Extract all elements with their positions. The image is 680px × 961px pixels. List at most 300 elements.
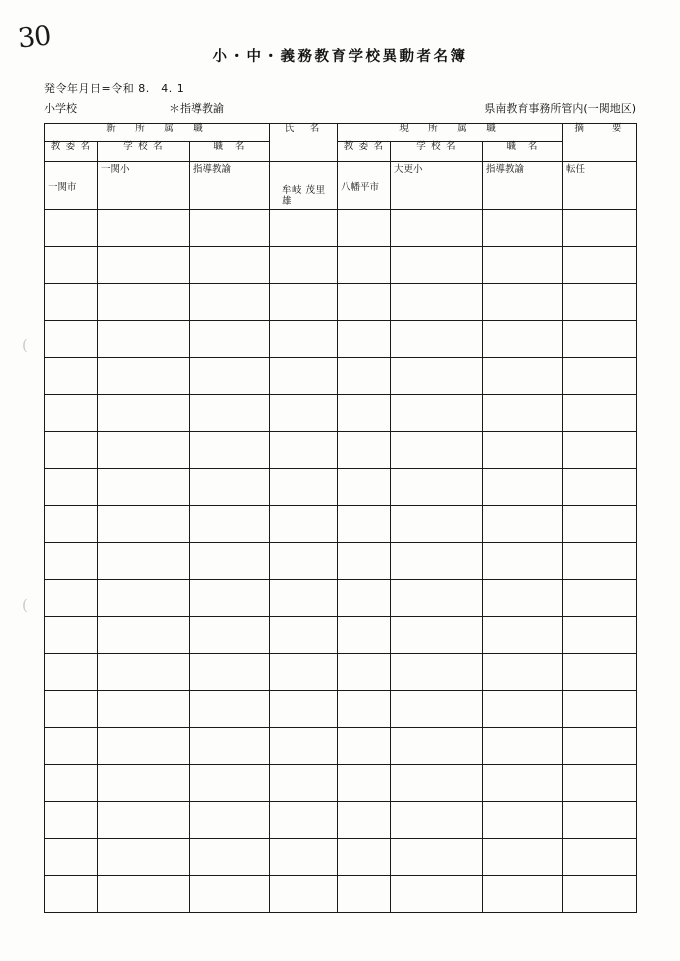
cell-remark: [563, 802, 637, 839]
header-remarks: 摘 要: [563, 124, 637, 162]
value-new-board: [45, 432, 97, 435]
value-current-board: [338, 580, 390, 583]
school-type-label: 小学校: [44, 102, 77, 115]
value-new-board: [45, 284, 97, 287]
cell-current-post: [483, 876, 563, 913]
cell-current-school: [391, 284, 483, 321]
header-new-assignment: 新 所 属 職: [45, 124, 270, 142]
value-current-board: [338, 247, 390, 250]
value-current-school: [391, 728, 482, 731]
value-name: [270, 839, 337, 842]
header-current-board-name: 教 委 名: [338, 142, 391, 162]
value-new-school: [98, 358, 189, 361]
cell-name: [270, 358, 338, 395]
value-new-school: [98, 506, 189, 509]
table-body: [45, 162, 637, 913]
margin-mark-icon: (: [22, 336, 28, 354]
table-row: [45, 321, 637, 358]
cell-current-post: [483, 802, 563, 839]
value-remark: [563, 765, 636, 768]
value-remark: [563, 691, 636, 694]
value-current-board: [338, 469, 390, 472]
table-row: [45, 876, 637, 913]
value-current-board: [338, 506, 390, 509]
value-new-board: 一関市: [48, 182, 77, 193]
value-new-post: [190, 617, 269, 620]
cell-current-board: [338, 839, 391, 876]
value-current-board: [338, 691, 390, 694]
value-name: [270, 728, 337, 731]
value-remark: [563, 728, 636, 731]
value-remark: [563, 247, 636, 250]
cell-current-post: [483, 210, 563, 247]
cell-new-board: [45, 765, 98, 802]
value-current-school: [391, 580, 482, 583]
cell-current-board: [338, 395, 391, 432]
cell-new-school: [98, 543, 190, 580]
value-current-board: [338, 210, 390, 213]
cell-current-board: [338, 691, 391, 728]
value-new-post: [190, 506, 269, 509]
value-new-post: [190, 432, 269, 435]
value-current-board: 八幡平市: [341, 182, 380, 193]
value-current-post: [483, 617, 562, 620]
value-new-school: [98, 728, 189, 731]
cell-current-school: [391, 876, 483, 913]
cell-current-school: [391, 358, 483, 395]
value-current-post: [483, 321, 562, 324]
cell-name: [270, 506, 338, 543]
cell-current-school: [391, 728, 483, 765]
value-current-board: [338, 876, 390, 879]
cell-new-board: [45, 691, 98, 728]
value-current-school: [391, 691, 482, 694]
table-row: [45, 506, 637, 543]
table-row: [45, 395, 637, 432]
value-new-board: [45, 469, 97, 472]
value-name: [270, 543, 337, 546]
cell-new-school: [98, 617, 190, 654]
value-current-school: 大更小: [394, 164, 423, 175]
cell-current-board: [338, 162, 391, 210]
value-current-board: [338, 728, 390, 731]
value-new-post: [190, 358, 269, 361]
cell-name: [270, 728, 338, 765]
value-new-school: 一関小: [101, 164, 130, 175]
cell-remark: [563, 395, 637, 432]
value-current-post: [483, 802, 562, 805]
cell-current-school: [391, 839, 483, 876]
value-new-board: [45, 728, 97, 731]
cell-current-post: [483, 284, 563, 321]
value-new-board: [45, 321, 97, 324]
cell-new-board: [45, 728, 98, 765]
cell-new-post: [190, 728, 270, 765]
value-current-board: [338, 839, 390, 842]
cell-new-school: [98, 839, 190, 876]
cell-current-post: [483, 654, 563, 691]
value-current-school: [391, 617, 482, 620]
value-new-board: [45, 210, 97, 213]
cell-remark: [563, 728, 637, 765]
value-new-post: [190, 691, 269, 694]
value-new-post: [190, 765, 269, 768]
cell-current-school: [391, 321, 483, 358]
value-name: [270, 432, 337, 435]
value-current-board: [338, 617, 390, 620]
value-new-school: [98, 654, 189, 657]
value-name: [270, 617, 337, 620]
cell-current-post: [483, 691, 563, 728]
cell-remark: [563, 876, 637, 913]
cell-remark: [563, 358, 637, 395]
cell-new-board: [45, 321, 98, 358]
cell-new-school: [98, 284, 190, 321]
cell-current-school: [391, 162, 483, 210]
value-name: [270, 765, 337, 768]
table-sub-header-row: [45, 142, 637, 162]
value-name: [270, 876, 337, 879]
cell-new-post: [190, 506, 270, 543]
meta-issue-date-row: [44, 80, 636, 96]
cell-remark: [563, 284, 637, 321]
table-row: [45, 580, 637, 617]
value-current-board: [338, 321, 390, 324]
table-row: [45, 162, 637, 210]
cell-current-board: [338, 358, 391, 395]
cell-new-board: [45, 284, 98, 321]
value-remark: [563, 839, 636, 842]
cell-new-school: [98, 469, 190, 506]
cell-new-school: [98, 876, 190, 913]
cell-current-post: [483, 580, 563, 617]
value-current-post: [483, 358, 562, 361]
cell-new-post: [190, 162, 270, 210]
value-current-post: 指導教諭: [486, 164, 525, 175]
value-new-board: [45, 654, 97, 657]
value-current-board: [338, 765, 390, 768]
issue-date-label: 発令年月日=令和 8. 4. 1: [44, 82, 185, 95]
cell-current-school: [391, 469, 483, 506]
cell-current-board: [338, 802, 391, 839]
value-remark: [563, 395, 636, 398]
cell-new-board: [45, 247, 98, 284]
cell-current-school: [391, 765, 483, 802]
table-row: [45, 543, 637, 580]
cell-current-school: [391, 654, 483, 691]
note-label: ＊指導教諭: [169, 102, 224, 115]
cell-new-board: [45, 543, 98, 580]
table-row: [45, 802, 637, 839]
value-name: [270, 691, 337, 694]
value-current-school: [391, 876, 482, 879]
cell-new-post: [190, 358, 270, 395]
cell-remark: [563, 617, 637, 654]
value-current-school: [391, 247, 482, 250]
value-new-board: [45, 617, 97, 620]
value-current-post: [483, 839, 562, 842]
value-current-board: [338, 802, 390, 805]
value-current-school: [391, 839, 482, 842]
value-new-post: 指導教諭: [193, 164, 232, 175]
value-remark: [563, 617, 636, 620]
cell-new-post: [190, 876, 270, 913]
value-name: 牟岐 茂里雄: [282, 185, 326, 207]
value-name: [270, 580, 337, 583]
value-remark: [563, 802, 636, 805]
cell-current-board: [338, 469, 391, 506]
cell-current-post: [483, 432, 563, 469]
cell-remark: [563, 580, 637, 617]
cell-name: [270, 210, 338, 247]
document-meta: [44, 80, 636, 116]
value-current-school: [391, 654, 482, 657]
table-row: [45, 617, 637, 654]
table-row: [45, 765, 637, 802]
cell-remark: [563, 432, 637, 469]
value-remark: [563, 654, 636, 657]
cell-new-post: [190, 395, 270, 432]
cell-new-post: [190, 469, 270, 506]
cell-current-school: [391, 395, 483, 432]
value-current-board: [338, 543, 390, 546]
handwritten-page-number: 30: [16, 20, 52, 55]
value-new-school: [98, 469, 189, 472]
value-current-board: [338, 358, 390, 361]
cell-remark: [563, 162, 637, 210]
value-current-post: [483, 765, 562, 768]
cell-new-post: [190, 580, 270, 617]
cell-name: [270, 839, 338, 876]
cell-new-post: [190, 765, 270, 802]
cell-current-board: [338, 247, 391, 284]
value-new-post: [190, 321, 269, 324]
cell-current-board: [338, 876, 391, 913]
value-new-post: [190, 728, 269, 731]
value-current-post: [483, 395, 562, 398]
value-remark: [563, 469, 636, 472]
cell-new-board: [45, 210, 98, 247]
value-name: [270, 321, 337, 324]
cell-name: [270, 162, 338, 210]
cell-new-school: [98, 321, 190, 358]
header-new-school-name: 学 校 名: [98, 142, 190, 162]
cell-name: [270, 321, 338, 358]
value-name: [270, 506, 337, 509]
table-row: [45, 284, 637, 321]
value-new-board: [45, 358, 97, 361]
cell-new-post: [190, 543, 270, 580]
value-name: [270, 358, 337, 361]
cell-new-post: [190, 654, 270, 691]
cell-current-school: [391, 543, 483, 580]
cell-current-post: [483, 162, 563, 210]
cell-new-school: [98, 162, 190, 210]
value-new-school: [98, 765, 189, 768]
cell-name: [270, 432, 338, 469]
value-new-post: [190, 284, 269, 287]
value-new-post: [190, 247, 269, 250]
cell-current-post: [483, 839, 563, 876]
cell-remark: [563, 210, 637, 247]
cell-current-post: [483, 247, 563, 284]
cell-current-post: [483, 765, 563, 802]
cell-new-post: [190, 210, 270, 247]
value-new-board: [45, 802, 97, 805]
cell-current-school: [391, 580, 483, 617]
value-current-board: [338, 284, 390, 287]
value-current-post: [483, 469, 562, 472]
cell-new-board: [45, 876, 98, 913]
value-new-school: [98, 876, 189, 879]
cell-current-board: [338, 321, 391, 358]
cell-new-post: [190, 321, 270, 358]
value-current-school: [391, 469, 482, 472]
cell-new-post: [190, 839, 270, 876]
cell-new-post: [190, 617, 270, 654]
cell-new-board: [45, 839, 98, 876]
value-name: [270, 802, 337, 805]
value-current-post: [483, 876, 562, 879]
cell-current-school: [391, 506, 483, 543]
cell-new-post: [190, 691, 270, 728]
value-current-board: [338, 432, 390, 435]
cell-current-board: [338, 210, 391, 247]
value-current-board: [338, 654, 390, 657]
value-remark: 転任: [566, 164, 586, 175]
value-new-school: [98, 691, 189, 694]
cell-current-school: [391, 210, 483, 247]
cell-current-board: [338, 617, 391, 654]
table-row: [45, 839, 637, 876]
cell-name: [270, 247, 338, 284]
value-new-post: [190, 580, 269, 583]
value-current-post: [483, 543, 562, 546]
value-current-school: [391, 543, 482, 546]
value-new-post: [190, 654, 269, 657]
table-row: [45, 210, 637, 247]
header-current-post-name: 職 名: [483, 142, 563, 162]
cell-remark: [563, 321, 637, 358]
value-current-post: [483, 580, 562, 583]
cell-current-board: [338, 543, 391, 580]
value-current-school: [391, 802, 482, 805]
cell-current-board: [338, 284, 391, 321]
cell-name: [270, 284, 338, 321]
value-new-post: [190, 469, 269, 472]
value-name: [270, 247, 337, 250]
table-row: [45, 247, 637, 284]
value-new-board: [45, 691, 97, 694]
cell-current-board: [338, 432, 391, 469]
cell-new-post: [190, 432, 270, 469]
cell-name: [270, 876, 338, 913]
cell-remark: [563, 543, 637, 580]
value-new-board: [45, 247, 97, 250]
cell-new-board: [45, 469, 98, 506]
cell-current-school: [391, 802, 483, 839]
value-name: [270, 210, 337, 213]
page-title: 小・中・義務教育学校異動者名簿: [212, 49, 468, 65]
table-row: [45, 358, 637, 395]
value-name: [270, 469, 337, 472]
cell-new-school: [98, 654, 190, 691]
value-current-school: [391, 284, 482, 287]
value-remark: [563, 506, 636, 509]
cell-new-school: [98, 580, 190, 617]
table-row: [45, 469, 637, 506]
cell-current-school: [391, 247, 483, 284]
value-new-school: [98, 839, 189, 842]
cell-current-post: [483, 395, 563, 432]
cell-remark: [563, 765, 637, 802]
cell-new-school: [98, 506, 190, 543]
cell-remark: [563, 469, 637, 506]
table-row: [45, 691, 637, 728]
value-new-board: [45, 876, 97, 879]
value-remark: [563, 210, 636, 213]
header-new-board-name: 教 委 名: [45, 142, 98, 162]
value-new-school: [98, 580, 189, 583]
cell-current-board: [338, 728, 391, 765]
value-new-post: [190, 839, 269, 842]
cell-new-school: [98, 432, 190, 469]
value-new-post: [190, 802, 269, 805]
cell-current-school: [391, 691, 483, 728]
cell-remark: [563, 247, 637, 284]
value-new-board: [45, 395, 97, 398]
header-current-school-name: 学 校 名: [391, 142, 483, 162]
cell-new-school: [98, 765, 190, 802]
value-remark: [563, 876, 636, 879]
cell-current-board: [338, 765, 391, 802]
cell-name: [270, 617, 338, 654]
cell-new-board: [45, 162, 98, 210]
cell-new-school: [98, 802, 190, 839]
value-remark: [563, 321, 636, 324]
table-row: [45, 728, 637, 765]
value-new-post: [190, 395, 269, 398]
meta-secondary-row: [44, 100, 636, 116]
cell-current-post: [483, 321, 563, 358]
value-new-post: [190, 543, 269, 546]
cell-current-board: [338, 654, 391, 691]
cell-current-post: [483, 358, 563, 395]
cell-new-post: [190, 802, 270, 839]
value-new-school: [98, 543, 189, 546]
cell-remark: [563, 654, 637, 691]
margin-mark-icon: (: [22, 596, 28, 614]
value-current-school: [391, 210, 482, 213]
value-current-post: [483, 654, 562, 657]
cell-new-board: [45, 802, 98, 839]
cell-new-post: [190, 247, 270, 284]
table-row: [45, 654, 637, 691]
value-current-school: [391, 506, 482, 509]
value-current-school: [391, 321, 482, 324]
value-remark: [563, 543, 636, 546]
cell-new-board: [45, 358, 98, 395]
cell-remark: [563, 839, 637, 876]
header-new-post-name: 職 名: [190, 142, 270, 162]
value-name: [270, 395, 337, 398]
cell-new-school: [98, 358, 190, 395]
cell-name: [270, 543, 338, 580]
value-name: [270, 284, 337, 287]
value-current-post: [483, 432, 562, 435]
value-current-post: [483, 506, 562, 509]
cell-new-board: [45, 395, 98, 432]
